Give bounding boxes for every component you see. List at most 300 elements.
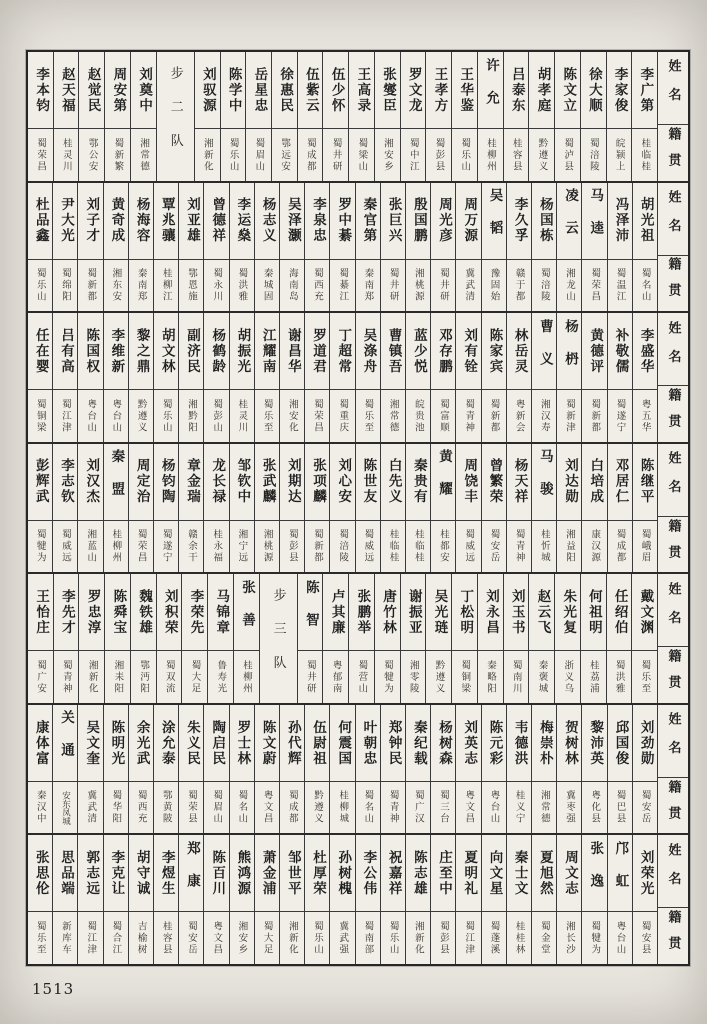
- person-origin: 蜀乐山: [221, 128, 246, 181]
- person-name: 陈志雄: [410, 850, 427, 897]
- person-name: 吴光琏: [431, 589, 448, 636]
- person-column: [632, 183, 657, 312]
- person-name: 李公伟: [360, 850, 377, 897]
- person-origin: 蜀井研: [431, 259, 455, 312]
- person-origin: 蜀井研: [298, 650, 323, 703]
- person-origin: 蜀大足: [255, 911, 279, 964]
- person-origin: 蜀威远: [356, 520, 380, 573]
- person-origin: 蜀新津: [557, 389, 581, 442]
- person-name: 陈文蔚: [259, 719, 276, 767]
- person-column: [506, 313, 531, 442]
- person-name: 张鹏举: [354, 589, 371, 636]
- person-name: 李广第: [637, 66, 654, 114]
- person-origin: 蜀中江: [401, 128, 426, 181]
- person-column: [455, 313, 480, 442]
- person-name: 秦纪载: [410, 719, 427, 767]
- person-origin: 蜀南川: [504, 650, 529, 703]
- person-origin: 蜀江津: [78, 911, 102, 964]
- person-origin: 湘长沙: [557, 911, 581, 964]
- person-origin: 蜀井研: [381, 259, 405, 312]
- person-origin: 湘安化: [280, 389, 304, 442]
- person-column: [254, 313, 279, 442]
- person-name: 白培成: [587, 458, 604, 505]
- person-origin: 粤文昌: [255, 781, 279, 834]
- person-column: [52, 183, 77, 312]
- person-column: [632, 835, 657, 964]
- person-origin: 蜀犍为: [28, 520, 52, 573]
- person-column: [103, 705, 128, 834]
- person-name: 刘英志: [461, 719, 478, 767]
- person-name: 杨志义: [259, 197, 276, 244]
- person-origin: 蜀新繁: [105, 128, 130, 181]
- person-name: 周饶丰: [461, 458, 478, 505]
- person-name: 韦德洪: [511, 719, 528, 767]
- person-name: 徐惠民: [277, 66, 294, 114]
- person-column: [279, 444, 304, 573]
- person-column: [297, 52, 323, 181]
- person-origin: 蜀青神: [456, 389, 480, 442]
- person-column: [194, 52, 220, 181]
- unit-label: 步三队: [270, 587, 286, 690]
- person-name: 尹大光: [57, 197, 74, 244]
- person-column: [531, 444, 556, 573]
- person-column: [607, 705, 632, 834]
- person-column: [28, 444, 52, 573]
- person-origin: 皖颍上: [607, 128, 632, 181]
- person-name: 黎沛英: [587, 719, 604, 767]
- person-name: 周定治: [133, 458, 150, 505]
- person-origin: 湘耒阳: [105, 650, 130, 703]
- person-origin: 秦褒城: [529, 650, 554, 703]
- person-name: 白先义: [385, 458, 402, 505]
- person-column: [430, 444, 455, 573]
- person-name: 吴韬: [486, 188, 503, 253]
- person-name: 李泉忠: [310, 197, 327, 244]
- header-name-label: 姓名: [665, 842, 681, 901]
- person-origin: 桂灵川: [230, 389, 254, 442]
- person-column: [220, 52, 246, 181]
- person-origin: 湘东安: [104, 259, 128, 312]
- person-column: [481, 835, 506, 964]
- person-origin: 蜀乐至: [28, 911, 52, 964]
- person-origin: 蜀乐至: [255, 389, 279, 442]
- person-name: 孙代辉: [284, 719, 301, 767]
- person-name: 黄奇成: [108, 197, 125, 244]
- person-origin: 蜀荣昌: [582, 259, 606, 312]
- person-column: [477, 52, 503, 181]
- person-origin: 蜀荣昌: [129, 520, 153, 573]
- person-name: 梅崇朴: [536, 719, 553, 767]
- person-name: 郑康: [184, 841, 200, 906]
- person-name: 刘永昌: [482, 589, 499, 636]
- person-name: 余光武: [133, 719, 150, 767]
- person-column: [78, 52, 104, 181]
- person-name: 陈智: [302, 579, 319, 645]
- person-name: 刘子才: [83, 197, 100, 244]
- person-name: 罗中綦: [335, 197, 352, 244]
- person-name: 李运燊: [234, 197, 251, 244]
- person-origin: 蜀乐山: [381, 911, 405, 964]
- person-name: 陈继平: [637, 458, 654, 505]
- person-origin: 蜀犍为: [375, 650, 400, 703]
- person-column: [178, 444, 203, 573]
- person-origin: 粤文昌: [456, 781, 480, 834]
- person-column: [606, 52, 632, 181]
- person-origin: 蜀富顺: [431, 389, 455, 442]
- person-name: 李先才: [58, 589, 75, 636]
- person-origin: 湘宁远: [230, 520, 254, 573]
- person-origin: 鄂恩施: [179, 259, 203, 312]
- person-column: [425, 574, 451, 703]
- person-column: [53, 52, 79, 181]
- person-column: [531, 313, 556, 442]
- person-name: 吴文奎: [83, 719, 100, 767]
- person-origin: 蜀洪雅: [230, 259, 254, 312]
- person-origin: 桂柳州: [234, 650, 259, 703]
- person-column: [128, 835, 153, 964]
- person-name: 伍尉祖: [310, 719, 327, 767]
- person-name: 殷国鹏: [410, 197, 427, 244]
- person-origin: 蜀彭县: [431, 911, 455, 964]
- person-origin: 粤文昌: [204, 911, 228, 964]
- person-name: 涂允泰: [158, 719, 175, 767]
- person-origin: 蜀涪陵: [330, 520, 354, 573]
- person-column: [52, 313, 77, 442]
- person-origin: 安东凤城: [53, 781, 77, 834]
- band-header-column: [657, 444, 688, 573]
- band-header-column: [657, 574, 688, 703]
- person-column: [28, 313, 52, 442]
- person-column: [329, 183, 354, 312]
- person-name: 邹钦中: [234, 458, 251, 505]
- person-column: [425, 52, 451, 181]
- person-name: 李荣先: [187, 589, 204, 636]
- person-origin: 桂柳江: [154, 259, 178, 312]
- person-origin: 蜀犍为: [582, 911, 606, 964]
- person-column: [203, 705, 228, 834]
- person-name: 张项麟: [310, 458, 327, 505]
- person-column: [128, 444, 153, 573]
- person-origin: 蜀西充: [305, 259, 329, 312]
- roster-band: [28, 705, 688, 836]
- person-origin: 湘新化: [280, 911, 304, 964]
- person-name: 李克让: [108, 850, 125, 897]
- person-name: 江耀南: [259, 327, 276, 375]
- person-name: 杨鹤龄: [209, 327, 226, 375]
- person-column: [355, 313, 380, 442]
- person-origin: 蜀广安: [28, 650, 53, 703]
- person-name: 杜品鑫: [32, 197, 49, 244]
- person-origin: 蜀彭县: [280, 520, 304, 573]
- person-column: [405, 444, 430, 573]
- person-column: [556, 183, 581, 312]
- person-name: 冯泽沛: [612, 197, 629, 244]
- person-column: [28, 52, 53, 181]
- person-name: 康体富: [32, 719, 49, 767]
- person-origin: 桂柳城: [330, 781, 354, 834]
- person-column: [304, 444, 329, 573]
- person-name: 蓝少悦: [410, 327, 427, 375]
- person-column: [28, 574, 53, 703]
- person-origin: 鲁寿光: [208, 650, 233, 703]
- person-origin: 湘新化: [195, 128, 220, 181]
- person-name: 陈明光: [108, 719, 125, 767]
- person-column: [322, 574, 348, 703]
- person-column: [245, 52, 271, 181]
- person-name: 张思伦: [32, 850, 49, 897]
- person-column: [455, 183, 480, 312]
- person-origin: 蜀威远: [456, 520, 480, 573]
- person-column: [581, 313, 606, 442]
- roster-band: [28, 444, 688, 575]
- person-origin: 鄂公安: [79, 128, 104, 181]
- person-column: [279, 313, 304, 442]
- person-name: 许允: [482, 57, 499, 123]
- person-name: 曾德祥: [209, 197, 226, 244]
- person-column: [322, 52, 348, 181]
- person-column: [279, 183, 304, 312]
- person-origin: 蜀乐山: [305, 911, 329, 964]
- roster-table: [26, 50, 690, 966]
- person-column: [153, 313, 178, 442]
- person-origin: 桂荔浦: [581, 650, 606, 703]
- person-origin: 桂柳州: [478, 128, 503, 181]
- person-column: [77, 313, 102, 442]
- person-column: [28, 183, 52, 312]
- header-name-label: 姓名: [665, 189, 681, 248]
- person-origin: 蜀青神: [507, 520, 531, 573]
- person-name: 思品端: [57, 850, 74, 897]
- header-name-label: 姓名: [665, 712, 681, 770]
- person-origin: 湘常德: [381, 389, 405, 442]
- person-name: 叶朝忠: [360, 719, 377, 767]
- person-column: [380, 444, 405, 573]
- person-origin: 冀武强: [330, 911, 354, 964]
- person-name: 熊鸿源: [234, 850, 251, 897]
- person-column: [77, 183, 102, 312]
- person-column: [297, 574, 323, 703]
- person-origin: 蜀彭山: [204, 389, 228, 442]
- person-column: [271, 52, 297, 181]
- person-column: [103, 835, 128, 964]
- person-column: [400, 574, 426, 703]
- person-name: 魏铁雄: [136, 589, 153, 636]
- person-name: 庄至中: [436, 850, 453, 897]
- person-origin: 黔遵义: [305, 781, 329, 834]
- roster-band: [28, 574, 688, 705]
- person-column: [178, 705, 203, 834]
- person-column: [554, 574, 580, 703]
- person-name: 陈世友: [360, 458, 377, 505]
- person-origin: 秦汉中: [28, 781, 52, 834]
- person-name: 王高录: [354, 66, 371, 114]
- person-column: [607, 444, 632, 573]
- person-name: 杨海容: [133, 197, 150, 244]
- person-name: 贺树林: [562, 719, 579, 767]
- person-name: 马锦章: [213, 589, 230, 636]
- person-origin: 新库车: [53, 911, 77, 964]
- person-name: 胡文林: [158, 327, 175, 375]
- person-name: 陈舜宝: [110, 589, 127, 636]
- person-origin: 桂临桂: [632, 128, 657, 181]
- band-header-column: [657, 183, 688, 312]
- person-name: 戴文渊: [637, 589, 654, 636]
- person-origin: 桂义宁: [507, 781, 531, 834]
- person-name: 黄耀: [436, 449, 453, 515]
- person-name: 谢振亚: [405, 589, 422, 636]
- person-origin: 蜀眉山: [204, 781, 228, 834]
- person-column: [207, 574, 233, 703]
- person-column: [481, 705, 506, 834]
- person-name: 张武麟: [259, 458, 276, 505]
- person-name: 朱光复: [560, 589, 577, 636]
- person-name: 郭志远: [83, 850, 100, 897]
- person-name: 任在婴: [32, 327, 49, 375]
- person-column: [52, 835, 77, 964]
- person-name: 刘亚雄: [184, 197, 200, 244]
- person-column: [28, 705, 52, 834]
- person-column: [405, 835, 430, 964]
- person-name: 秦官第: [360, 197, 377, 244]
- person-origin: 湘黔阳: [179, 389, 203, 442]
- person-column: [506, 835, 531, 964]
- person-name: 赵云飞: [534, 589, 551, 636]
- person-origin: 蜀荣昌: [28, 128, 53, 181]
- person-name: 伍紫云: [302, 66, 319, 114]
- person-origin: 海南岛: [280, 259, 304, 312]
- person-origin: 蜀乐山: [154, 389, 178, 442]
- person-column: [506, 444, 531, 573]
- person-origin: 粤郁南: [323, 650, 348, 703]
- person-origin: 湘安乡: [230, 911, 254, 964]
- person-column: [503, 52, 529, 181]
- person-name: 刘劲勋: [637, 719, 654, 767]
- person-name: 龙长禄: [209, 458, 226, 505]
- person-name: 邹世平: [284, 850, 301, 897]
- person-name: 张逸: [587, 841, 604, 906]
- person-origin: 蜀乐至: [632, 650, 657, 703]
- person-origin: 蜀泸县: [555, 128, 580, 181]
- person-origin: 湘常德: [532, 781, 556, 834]
- person-name: 邓居仁: [612, 458, 629, 505]
- person-origin: 蜀安岳: [482, 520, 506, 573]
- person-name: 马骏: [536, 449, 553, 515]
- person-name: 吕泰东: [508, 66, 525, 114]
- person-origin: 蜀遂宁: [608, 389, 632, 442]
- person-name: 朱义民: [184, 719, 200, 767]
- person-origin: 蜀涪陵: [581, 128, 606, 181]
- person-column: [531, 835, 556, 964]
- person-name: 李盛华: [637, 327, 654, 375]
- person-column: [531, 183, 556, 312]
- person-name: 任绍伯: [611, 589, 628, 636]
- person-origin: 蜀名山: [356, 781, 380, 834]
- unit-column: [259, 574, 297, 703]
- person-name: 胡孝庭: [534, 66, 551, 114]
- person-origin: 蜀綦江: [330, 259, 354, 312]
- person-name: 周万源: [461, 197, 478, 244]
- person-column: [580, 52, 606, 181]
- person-origin: 蜀峨眉: [633, 520, 657, 573]
- person-name: 刘达勋: [562, 458, 579, 505]
- person-name: 郑钟民: [385, 719, 402, 767]
- person-column: [78, 574, 104, 703]
- header-origin-label: 籍贯: [658, 777, 688, 834]
- person-origin: 吉榆树: [129, 911, 153, 964]
- person-name: 曾繁荣: [486, 458, 503, 505]
- person-column: [104, 574, 130, 703]
- person-name: 刘奠中: [136, 66, 153, 114]
- person-column: [103, 183, 128, 312]
- person-name: 夏明礼: [461, 850, 478, 897]
- person-column: [531, 705, 556, 834]
- person-origin: 蜀荣县: [179, 781, 203, 834]
- person-origin: 蜀安县: [633, 911, 657, 964]
- person-name: 曹义: [536, 318, 553, 384]
- person-origin: 湘桃源: [406, 259, 430, 312]
- person-column: [329, 835, 354, 964]
- person-origin: 湘桃源: [255, 520, 279, 573]
- person-name: 刘心安: [335, 458, 352, 505]
- person-origin: 蜀金堂: [532, 911, 556, 964]
- person-column: [455, 835, 480, 964]
- person-origin: 蜀名山: [230, 781, 254, 834]
- person-column: [104, 52, 130, 181]
- person-origin: 蜀广汉: [406, 781, 430, 834]
- person-name: 王孝方: [431, 66, 448, 114]
- person-origin: 桂桂林: [507, 911, 531, 964]
- person-origin: 粤台山: [608, 911, 632, 964]
- person-origin: 蜀眉山: [246, 128, 271, 181]
- person-name: 胡振光: [234, 327, 251, 375]
- person-column: [451, 52, 477, 181]
- person-origin: 秦南郑: [129, 259, 153, 312]
- person-name: 吴涤舟: [360, 327, 377, 375]
- person-name: 杨天祥: [511, 458, 528, 505]
- header-name-label: 姓名: [665, 59, 681, 117]
- person-origin: 蜀重庆: [330, 389, 354, 442]
- person-name: 陈文立: [560, 66, 577, 114]
- person-column: [130, 52, 156, 181]
- person-name: 李本钧: [33, 66, 50, 114]
- person-column: [430, 705, 455, 834]
- person-name: 陈学中: [225, 66, 242, 114]
- person-origin: 浙义乌: [555, 650, 580, 703]
- person-column: [632, 444, 657, 573]
- person-origin: 粤新会: [507, 389, 531, 442]
- person-origin: 蜀新都: [582, 389, 606, 442]
- person-origin: 桂容县: [154, 911, 178, 964]
- person-origin: 蜀乐山: [28, 259, 52, 312]
- person-column: [528, 574, 554, 703]
- person-name: 曹镇吾: [385, 327, 402, 375]
- person-origin: 桂临桂: [381, 520, 405, 573]
- person-name: 刘驭源: [199, 66, 216, 114]
- person-name: 杨国栋: [536, 197, 553, 244]
- person-name: 夏旭然: [536, 850, 553, 897]
- person-column: [203, 313, 228, 442]
- person-column: [254, 705, 279, 834]
- person-origin: 湘益阳: [557, 520, 581, 573]
- person-origin: 赣余干: [179, 520, 203, 573]
- person-origin: 粤台山: [78, 389, 102, 442]
- header-origin-label: 籍贯: [658, 516, 688, 573]
- person-name: 李煜生: [158, 850, 175, 897]
- person-name: 秦盟: [108, 449, 125, 515]
- person-name: 徐大顺: [585, 66, 602, 114]
- person-name: 周光彦: [436, 197, 453, 244]
- person-origin: 蜀双流: [157, 650, 182, 703]
